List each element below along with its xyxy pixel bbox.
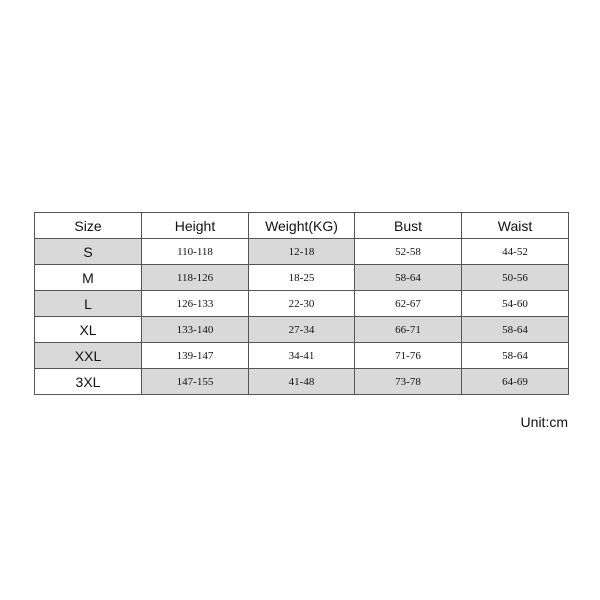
size-cell: 3XL [35, 369, 142, 395]
size-cell: M [35, 265, 142, 291]
size-cell: L [35, 291, 142, 317]
height-cell: 110-118 [142, 239, 249, 265]
header-waist: Waist [462, 213, 569, 239]
bust-cell: 71-76 [355, 343, 462, 369]
waist-cell: 54-60 [462, 291, 569, 317]
table-row [35, 265, 569, 291]
size-cell: XXL [35, 343, 142, 369]
size-cell: S [35, 239, 142, 265]
bust-cell: 58-64 [355, 265, 462, 291]
height-cell: 139-147 [142, 343, 249, 369]
height-cell: 118-126 [142, 265, 249, 291]
waist-cell: 44-52 [462, 239, 569, 265]
height-cell: 126-133 [142, 291, 249, 317]
bust-cell: 73-78 [355, 369, 462, 395]
header-row [35, 213, 569, 239]
table-row [35, 291, 569, 317]
waist-cell: 64-69 [462, 369, 569, 395]
weight-cell: 41-48 [249, 369, 355, 395]
size-cell: XL [35, 317, 142, 343]
table-row [35, 317, 569, 343]
table-row [35, 239, 569, 265]
bust-cell: 62-67 [355, 291, 462, 317]
header-size: Size [35, 213, 142, 239]
height-cell: 147-155 [142, 369, 249, 395]
table-row [35, 369, 569, 395]
header-height: Height [142, 213, 249, 239]
weight-cell: 27-34 [249, 317, 355, 343]
header-weight: Weight(KG) [249, 213, 355, 239]
height-cell: 133-140 [142, 317, 249, 343]
weight-cell: 12-18 [249, 239, 355, 265]
table-row [35, 343, 569, 369]
header-bust: Bust [355, 213, 462, 239]
unit-note: Unit:cm [520, 414, 568, 430]
weight-cell: 34-41 [249, 343, 355, 369]
size-chart-table [34, 212, 569, 395]
waist-cell: 50-56 [462, 265, 569, 291]
weight-cell: 22-30 [249, 291, 355, 317]
bust-cell: 52-58 [355, 239, 462, 265]
waist-cell: 58-64 [462, 317, 569, 343]
weight-cell: 18-25 [249, 265, 355, 291]
bust-cell: 66-71 [355, 317, 462, 343]
waist-cell: 58-64 [462, 343, 569, 369]
